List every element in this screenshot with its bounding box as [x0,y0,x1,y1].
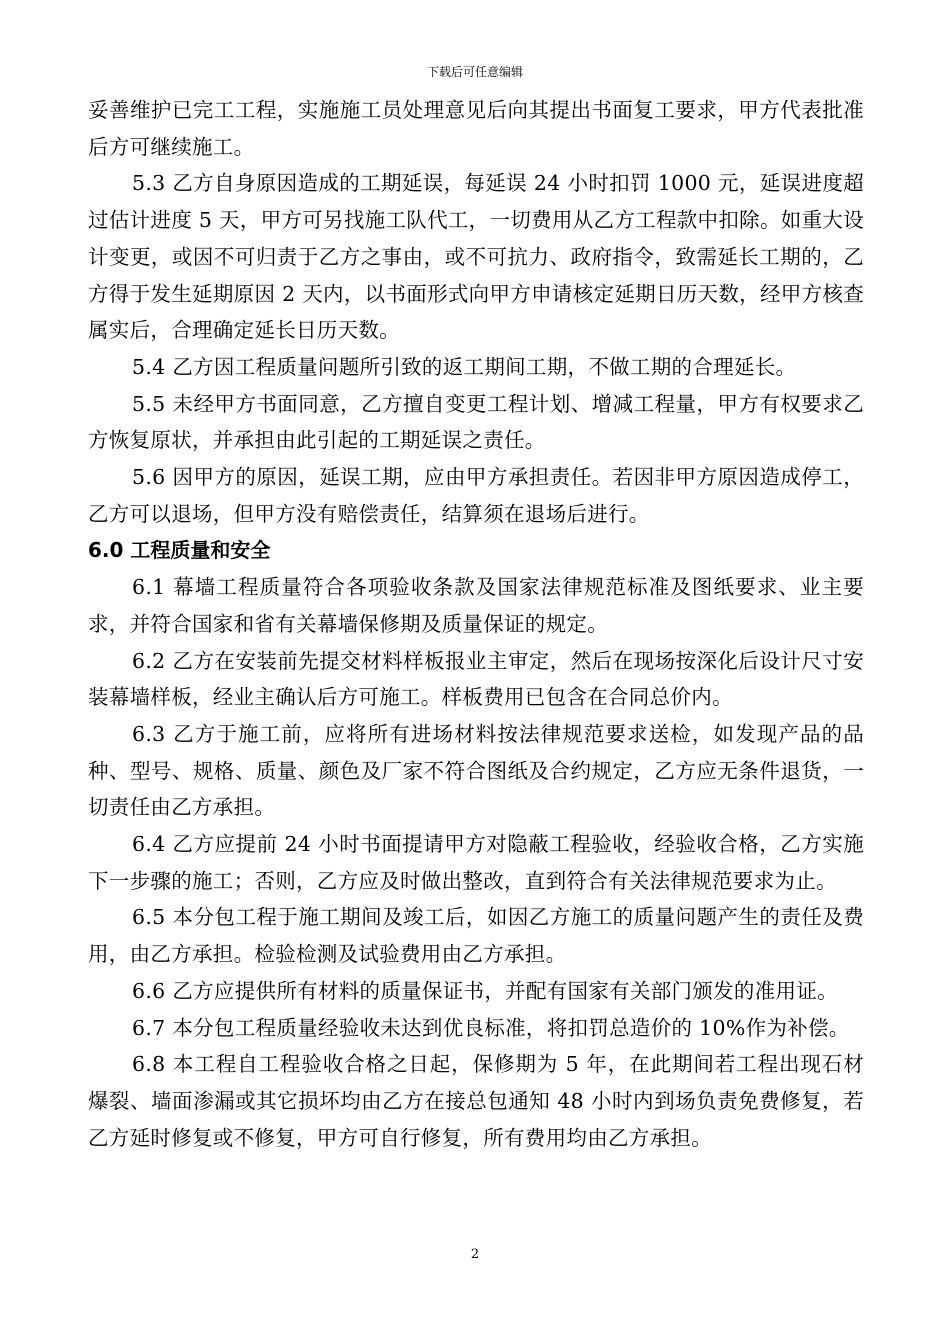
clause-6-5: 6.5 本分包工程于施工期间及竣工后，如因乙方施工的质量问题产生的责任及费用，由乙方承担。检验检测及试验费用由乙方承担。 [88,905,864,967]
clause-6-3: 6.3 乙方于施工前，应将所有进场材料按法律规范要求送检，如发现产品的品种、型号、规格、质量、颜色及厂家不符合图纸及合约规定，乙方应无条件退货，一切责任由乙方承担。 [88,721,864,820]
clause-6-1: 6.1 幕墙工程质量符合各项验收条款及国家法律规范标准及图纸要求、业主要求，并符合国家和省有关幕墙保修期及质量保证的规定。 [88,575,864,636]
clause-6-4: 6.4 乙方应提前 24 小时书面提请甲方对隐蔽工程验收，经验收合格，乙方实施下一步骤的施工；否则，乙方应及时做出整改，直到符合有关法律规范要求为止。 [88,832,864,893]
document-body [88,92,864,1156]
clause-6-7: 6.7 本分包工程质量经验收未达到优良标准，将扣罚总造价的 10%作为补偿。 [132,1015,850,1040]
clause-6-6: 6.6 乙方应提供所有材料的质量保证书，并配有国家有关部门颁发的准用证。 [132,978,838,1003]
clause-5-3: 5.3 乙方自身原因造成的工期延误，每延误 24 小时扣罚 1000 元，延误进度超过估计进度 5 天，甲方可另找施工队代工，一切费用从乙方工程款中扣除。如重大设计变更，或因不可归责于乙方之事由，或不可抗力、政府指令，致需延长工期的，乙方得于发生延期原因 2 天内，以书面形式向甲方申请核定延期日历天数，经甲方核查属实后，合理确定延长日历天数。 [88,171,864,343]
clause-5-4: 5.4 乙方因工程质量问题所引致的返工期间工期，不做工期的合理延长。 [132,354,797,379]
clause-5-5: 5.5 未经甲方书面同意，乙方擅自变更工程计划、增减工程量，甲方有权要求乙方恢复原状，并承担由此引起的工期延误之责任。 [88,391,864,453]
clause-6-8: 6.8 本工程自工程验收合格之日起，保修期为 5 年，在此期间若工程出现石材爆裂、墙面渗漏或其它损坏均由乙方在接总包通知 48 小时内到场负责免费修复，若乙方延时修复或不修复，甲方可自行修复，所有费用均由乙方承担。 [88,1052,864,1150]
clause-5-6: 5.6 因甲方的原因，延误工期，应由甲方承担责任。若因非甲方原因造成停工，乙方可以退场，但甲方没有赔偿责任，结算须在退场后进行。 [88,465,864,526]
page-number: 2 [470,1247,480,1262]
clause-6-2: 6.2 乙方在安装前先提交材料样板报业主审定，然后在现场按深化后设计尺寸安装幕墙样板，经业主确认后方可施工。样板费用已包含在合同总价内。 [88,648,864,710]
section-heading-6: 6.0 工程质量和安全 [88,538,271,563]
page-header: 下载后可任意编辑 [426,65,523,79]
paragraph-continued: 妥善维护已完工工程，实施施工员处理意见后向其提出书面复工要求，甲方代表批准后方可继续施工。 [88,98,864,159]
